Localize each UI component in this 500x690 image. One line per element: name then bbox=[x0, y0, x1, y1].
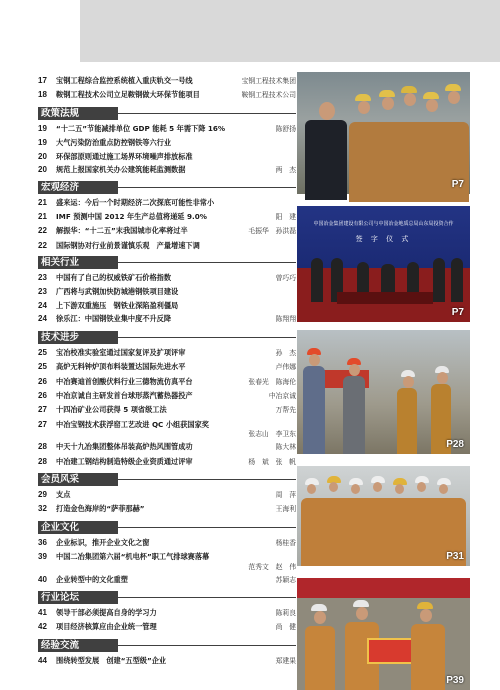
toc-section bbox=[38, 639, 296, 668]
toc-entry[interactable] bbox=[38, 74, 296, 88]
toc-entry[interactable] bbox=[38, 502, 296, 516]
page-number: 25 bbox=[38, 362, 47, 372]
page-number: 22 bbox=[38, 240, 47, 250]
header-grey-bar bbox=[80, 0, 500, 62]
article-title: 徐乐江：中国钢铁业集中度不升反降 bbox=[56, 314, 172, 324]
article-title: 中冶赛迪首创酸伏料行业三德物流仿真平台 bbox=[56, 376, 193, 386]
page-number: 42 bbox=[38, 622, 47, 632]
article-title: 鞍钢工程技术公司立足鞍钢做大环保节能项目 bbox=[56, 90, 200, 100]
toc-section bbox=[38, 181, 296, 252]
page-number: 28 bbox=[38, 456, 47, 466]
toc-entry[interactable] bbox=[38, 224, 296, 238]
toc-entry[interactable] bbox=[38, 389, 296, 403]
article-title: 十四冶矿业公司获得 5 项省级工法 bbox=[56, 405, 167, 415]
page-number: 23 bbox=[38, 273, 47, 283]
article-author: 鞍钢工程技术公司 bbox=[241, 91, 296, 100]
article-title: 围绕转型发展 创建“五型级”企业 bbox=[56, 655, 167, 665]
article-title: 项目经济核算应由企业统一管理 bbox=[56, 622, 157, 632]
page-number: 22 bbox=[38, 226, 47, 236]
toc-entry[interactable] bbox=[38, 654, 296, 668]
article-author: 中冶京诚 bbox=[268, 391, 296, 400]
banner-text: 中国冶金集团建设有限公司与中国冶金地质总局山东局投资合作 bbox=[313, 221, 454, 227]
toc-entry[interactable] bbox=[38, 210, 296, 224]
toc-section bbox=[38, 74, 296, 103]
article-author-continued: 范秀文 赵 伟 bbox=[248, 562, 296, 571]
page-number: 27 bbox=[38, 419, 47, 429]
article-title: 企业标识，推开企业文化之窗 bbox=[56, 537, 150, 547]
page-number: 20 bbox=[38, 165, 47, 175]
article-author-continued: 张志山 李卫东 bbox=[248, 430, 296, 439]
toc-entry[interactable] bbox=[38, 488, 296, 502]
page-number: 21 bbox=[38, 198, 47, 208]
article-title: 中冶京诚自主研发首台球形蒸汽蓄热器投产 bbox=[56, 390, 193, 400]
article-title: 中冶建工钢结构制造特级企业资质通过评审 bbox=[56, 456, 193, 466]
page-number: 19 bbox=[38, 123, 47, 133]
banner-subtitle: 签 字 仪 式 bbox=[355, 235, 412, 243]
article-title: 环保部原则通过施工场界环境噪声排放标准 bbox=[56, 151, 193, 161]
photo-p39-award-presentation bbox=[297, 578, 470, 690]
toc-entry[interactable] bbox=[38, 136, 296, 149]
toc-entry[interactable] bbox=[38, 150, 296, 163]
header-band bbox=[0, 0, 500, 62]
toc-entry[interactable] bbox=[38, 536, 296, 550]
page-number: 24 bbox=[38, 300, 47, 310]
article-title: 中天十九冶集团整体吊装高炉热风围管成功 bbox=[56, 442, 193, 452]
page-number: 26 bbox=[38, 390, 47, 400]
article-title: 大气污染防治重点防控钢铁等六行业 bbox=[56, 138, 172, 148]
toc-entry[interactable] bbox=[38, 88, 296, 102]
article-author: 毛振华 孙洪磊 bbox=[248, 227, 296, 236]
toc-entry[interactable] bbox=[38, 312, 296, 326]
article-title: IMF 预测中国 2012 年生产总值将递延 9.0% bbox=[56, 211, 207, 221]
toc-entry[interactable] bbox=[38, 271, 296, 285]
toc-entry[interactable] bbox=[38, 360, 296, 374]
photo-page-label: P31 bbox=[446, 551, 464, 562]
page-number: 26 bbox=[38, 376, 47, 386]
toc-entry[interactable] bbox=[38, 573, 296, 587]
article-title: 盛来运：今后一个时期经济二次探底可能性非常小 bbox=[56, 198, 215, 208]
photo-page-label: P7 bbox=[451, 179, 464, 190]
article-title: 上下游双重施压 钢铁业深陷盈利僵局 bbox=[56, 300, 179, 310]
page-number: 25 bbox=[38, 347, 47, 357]
page-number: 40 bbox=[38, 574, 47, 584]
article-author: 阳 建 bbox=[275, 212, 296, 221]
section-heading: 政策法规 bbox=[38, 107, 118, 120]
page-number: 23 bbox=[38, 287, 47, 297]
page-number: 41 bbox=[38, 607, 47, 617]
toc-entry[interactable] bbox=[38, 163, 296, 177]
table-of-contents bbox=[38, 70, 296, 668]
article-title: 国际钢协对行业前景谨慎乐观 产量增速下调 bbox=[56, 240, 200, 250]
toc-entry[interactable] bbox=[38, 455, 296, 469]
article-title: 打造金色海岸的“萨菲那赫” bbox=[56, 504, 145, 514]
article-author: 郑建果 bbox=[275, 656, 296, 665]
photo-page-label: P7 bbox=[451, 307, 464, 318]
toc-entry[interactable] bbox=[38, 620, 296, 634]
article-author: 陈莉良 bbox=[275, 608, 296, 617]
article-title: 宝钢工程综合监控系统植入重庆轨交一号线 bbox=[56, 76, 193, 85]
page-number: 28 bbox=[38, 442, 47, 452]
article-title: 中冶宝钢技术获浮窑工艺改进 QC 小组获国家奖 bbox=[56, 419, 209, 429]
article-title: 支点 bbox=[56, 489, 71, 499]
page-number: 18 bbox=[38, 90, 47, 100]
photo-p28-workers-site bbox=[297, 330, 470, 454]
article-title: 企业转型中的文化重塑 bbox=[56, 574, 128, 584]
article-title: 高炉无料钟炉顶布料装置达国际先进水平 bbox=[56, 362, 186, 372]
article-author: 陈舒扬 bbox=[275, 124, 296, 133]
toc-entry[interactable] bbox=[38, 403, 296, 417]
photo-page-label: P39 bbox=[446, 675, 464, 686]
article-author: 杨 斌 张 帆 bbox=[248, 457, 296, 466]
toc-entry[interactable] bbox=[38, 606, 296, 620]
article-title: 宝冶校准实验室通过国家复评及扩项评审 bbox=[56, 347, 186, 357]
toc-entry[interactable] bbox=[38, 299, 296, 312]
section-heading: 企业文化 bbox=[38, 521, 118, 534]
article-title: 规范上报国家机关办公建筑能耗监测数据 bbox=[56, 165, 186, 175]
toc-section bbox=[38, 256, 296, 327]
article-author: 宝钢工程技术集团 bbox=[241, 77, 296, 85]
section-heading: 相关行业 bbox=[38, 256, 118, 269]
toc-section bbox=[38, 473, 296, 517]
section-heading: 宏观经济 bbox=[38, 181, 118, 194]
toc-entry[interactable] bbox=[38, 440, 296, 454]
article-author: 孙 杰 bbox=[275, 348, 296, 357]
page-number: 36 bbox=[38, 537, 47, 547]
section-heading: 会员风采 bbox=[38, 473, 118, 486]
page-number: 27 bbox=[38, 405, 47, 415]
toc-section bbox=[38, 107, 296, 178]
article-title: 广西将与武钢加快防城港钢铁项目建设 bbox=[56, 287, 179, 297]
article-author: 陈翔翔 bbox=[275, 315, 296, 324]
article-title: 解振华：“十二五”末我国城市化率将过半 bbox=[56, 226, 188, 236]
page-number: 32 bbox=[38, 504, 47, 514]
article-author: 曾巧巧 bbox=[275, 274, 296, 283]
photo-p31-group-workers bbox=[297, 466, 470, 566]
photo-p7-signing-ceremony bbox=[297, 206, 470, 322]
article-author: 两 杰 bbox=[275, 166, 296, 175]
article-author: 王海利 bbox=[275, 505, 296, 514]
toc-entry[interactable] bbox=[38, 285, 296, 298]
page-number: 21 bbox=[38, 211, 47, 221]
article-author: 万帮先 bbox=[275, 406, 296, 415]
section-heading: 经验交流 bbox=[38, 639, 118, 652]
toc-section bbox=[38, 591, 296, 635]
article-title: 中国有了自己的权威铁矿石价格指数 bbox=[56, 273, 172, 283]
photo-column bbox=[297, 72, 470, 690]
article-author: 周 萍 bbox=[275, 490, 296, 499]
article-author: 陈大林 bbox=[275, 443, 296, 452]
article-author: 卢伟娜 bbox=[275, 363, 296, 372]
toc-section bbox=[38, 521, 296, 587]
page-number: 24 bbox=[38, 314, 47, 324]
page-number: 29 bbox=[38, 489, 47, 499]
toc-entry[interactable] bbox=[38, 346, 296, 360]
article-title: 中国二冶集团第六届“机电杯”职工气排球赛落幕 bbox=[56, 552, 210, 562]
section-heading: 行业论坛 bbox=[38, 591, 118, 604]
article-title: 领导干部必须提高自身的学习力 bbox=[56, 607, 157, 617]
article-author: 尚 健 bbox=[275, 623, 296, 632]
page-number: 39 bbox=[38, 552, 47, 562]
toc-entry[interactable] bbox=[38, 196, 296, 209]
page-number: 44 bbox=[38, 655, 47, 665]
section-heading: 技术进步 bbox=[38, 331, 118, 344]
article-author: 张春光 陈海伦 bbox=[248, 377, 296, 386]
toc-entry[interactable] bbox=[38, 122, 296, 136]
page-number: 17 bbox=[38, 76, 47, 85]
page-number: 20 bbox=[38, 151, 47, 161]
article-author: 苏颖志 bbox=[275, 575, 296, 584]
toc-entry[interactable] bbox=[38, 375, 296, 389]
page-number: 19 bbox=[38, 138, 47, 148]
article-title: “十二五”节能减排单位 GDP 能耗 5 年需下降 16% bbox=[56, 123, 226, 133]
article-author: 杨桂香 bbox=[275, 538, 296, 547]
photo-p7-leader-visit bbox=[297, 72, 470, 194]
photo-page-label: P28 bbox=[446, 439, 464, 450]
toc-entry[interactable] bbox=[38, 239, 296, 252]
toc-section bbox=[38, 331, 296, 469]
